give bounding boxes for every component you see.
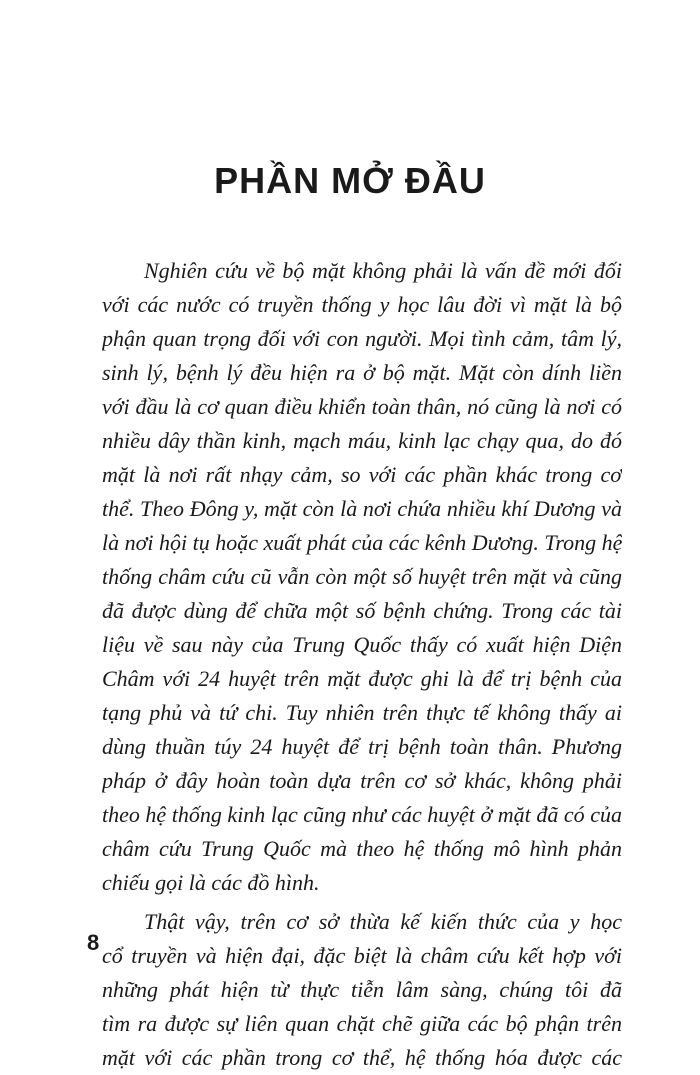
text-line: liệu về sau này của Trung Quốc thấy có xuất hiện Diện bbox=[102, 632, 622, 657]
body-text bbox=[102, 254, 622, 1075]
text-line: với đầu là cơ quan điều khiển toàn thân, nó cũng là nơi có bbox=[102, 394, 622, 419]
text-line: châm cứu Trung Quốc mà theo hệ thống mô hình phản bbox=[102, 836, 622, 861]
text-line: tạng phủ và tứ chi. Tuy nhiên trên thực tế không thấy ai bbox=[102, 700, 622, 725]
text-line: Châm với 24 huyệt trên mặt được ghi là để trị bệnh của bbox=[102, 666, 622, 691]
chapter-heading: PHẦN MỞ ĐẦU bbox=[214, 160, 486, 201]
paragraph bbox=[102, 905, 622, 1075]
text-line: mặt là nơi rất nhạy cảm, so với các phần khác trong cơ bbox=[102, 462, 622, 487]
text-line: phận quan trọng đối với con người. Mọi tình cảm, tâm lý, bbox=[102, 326, 622, 351]
text-line: theo hệ thống kinh lạc cũng như các huyệt ở mặt đã có của bbox=[102, 802, 622, 827]
text-line: pháp ở đây hoàn toàn dựa trên cơ sở khác, không phải bbox=[102, 768, 622, 793]
text-line: đã được dùng để chữa một số bệnh chứng. Trong các tài bbox=[102, 598, 622, 623]
text-line: mặt với các phần trong cơ thể, hệ thống hóa được các bbox=[102, 1045, 622, 1070]
text-line: dùng thuần túy 24 huyệt để trị bệnh toàn thân. Phương bbox=[102, 734, 622, 759]
text-line: với các nước có truyền thống y học lâu đời vì mặt là bộ bbox=[102, 292, 622, 317]
paragraph bbox=[102, 254, 622, 900]
text-line: cổ truyền và hiện đại, đặc biệt là châm cứu kết hợp với bbox=[102, 943, 622, 968]
page-number: 8 bbox=[87, 930, 100, 955]
text-line: thể. Theo Đông y, mặt còn là nơi chứa nhiều khí Dương và bbox=[102, 496, 622, 521]
text-line: là nơi hội tụ hoặc xuất phát của các kênh Dương. Trong hệ bbox=[102, 530, 622, 555]
text-line: sinh lý, bệnh lý đều hiện ra ở bộ mặt. Mặt còn dính liền bbox=[102, 360, 622, 385]
text-line: tìm ra được sự liên quan chặt chẽ giữa các bộ phận trên bbox=[102, 1011, 622, 1036]
text-line: Thật vậy, trên cơ sở thừa kế kiến thức của y học bbox=[144, 909, 622, 934]
text-line: chiếu gọi là các đồ hình. bbox=[102, 870, 320, 895]
text-line: thống châm cứu cũ vẫn còn một số huyệt trên mặt và cũng bbox=[102, 564, 622, 589]
text-line: Nghiên cứu về bộ mặt không phải là vấn đề mới đối bbox=[144, 258, 622, 283]
text-line: nhiều dây thần kinh, mạch máu, kinh lạc chạy qua, do đó bbox=[102, 428, 622, 453]
text-line: những phát hiện từ thực tiễn lâm sàng, chúng tôi đã bbox=[102, 977, 622, 1002]
